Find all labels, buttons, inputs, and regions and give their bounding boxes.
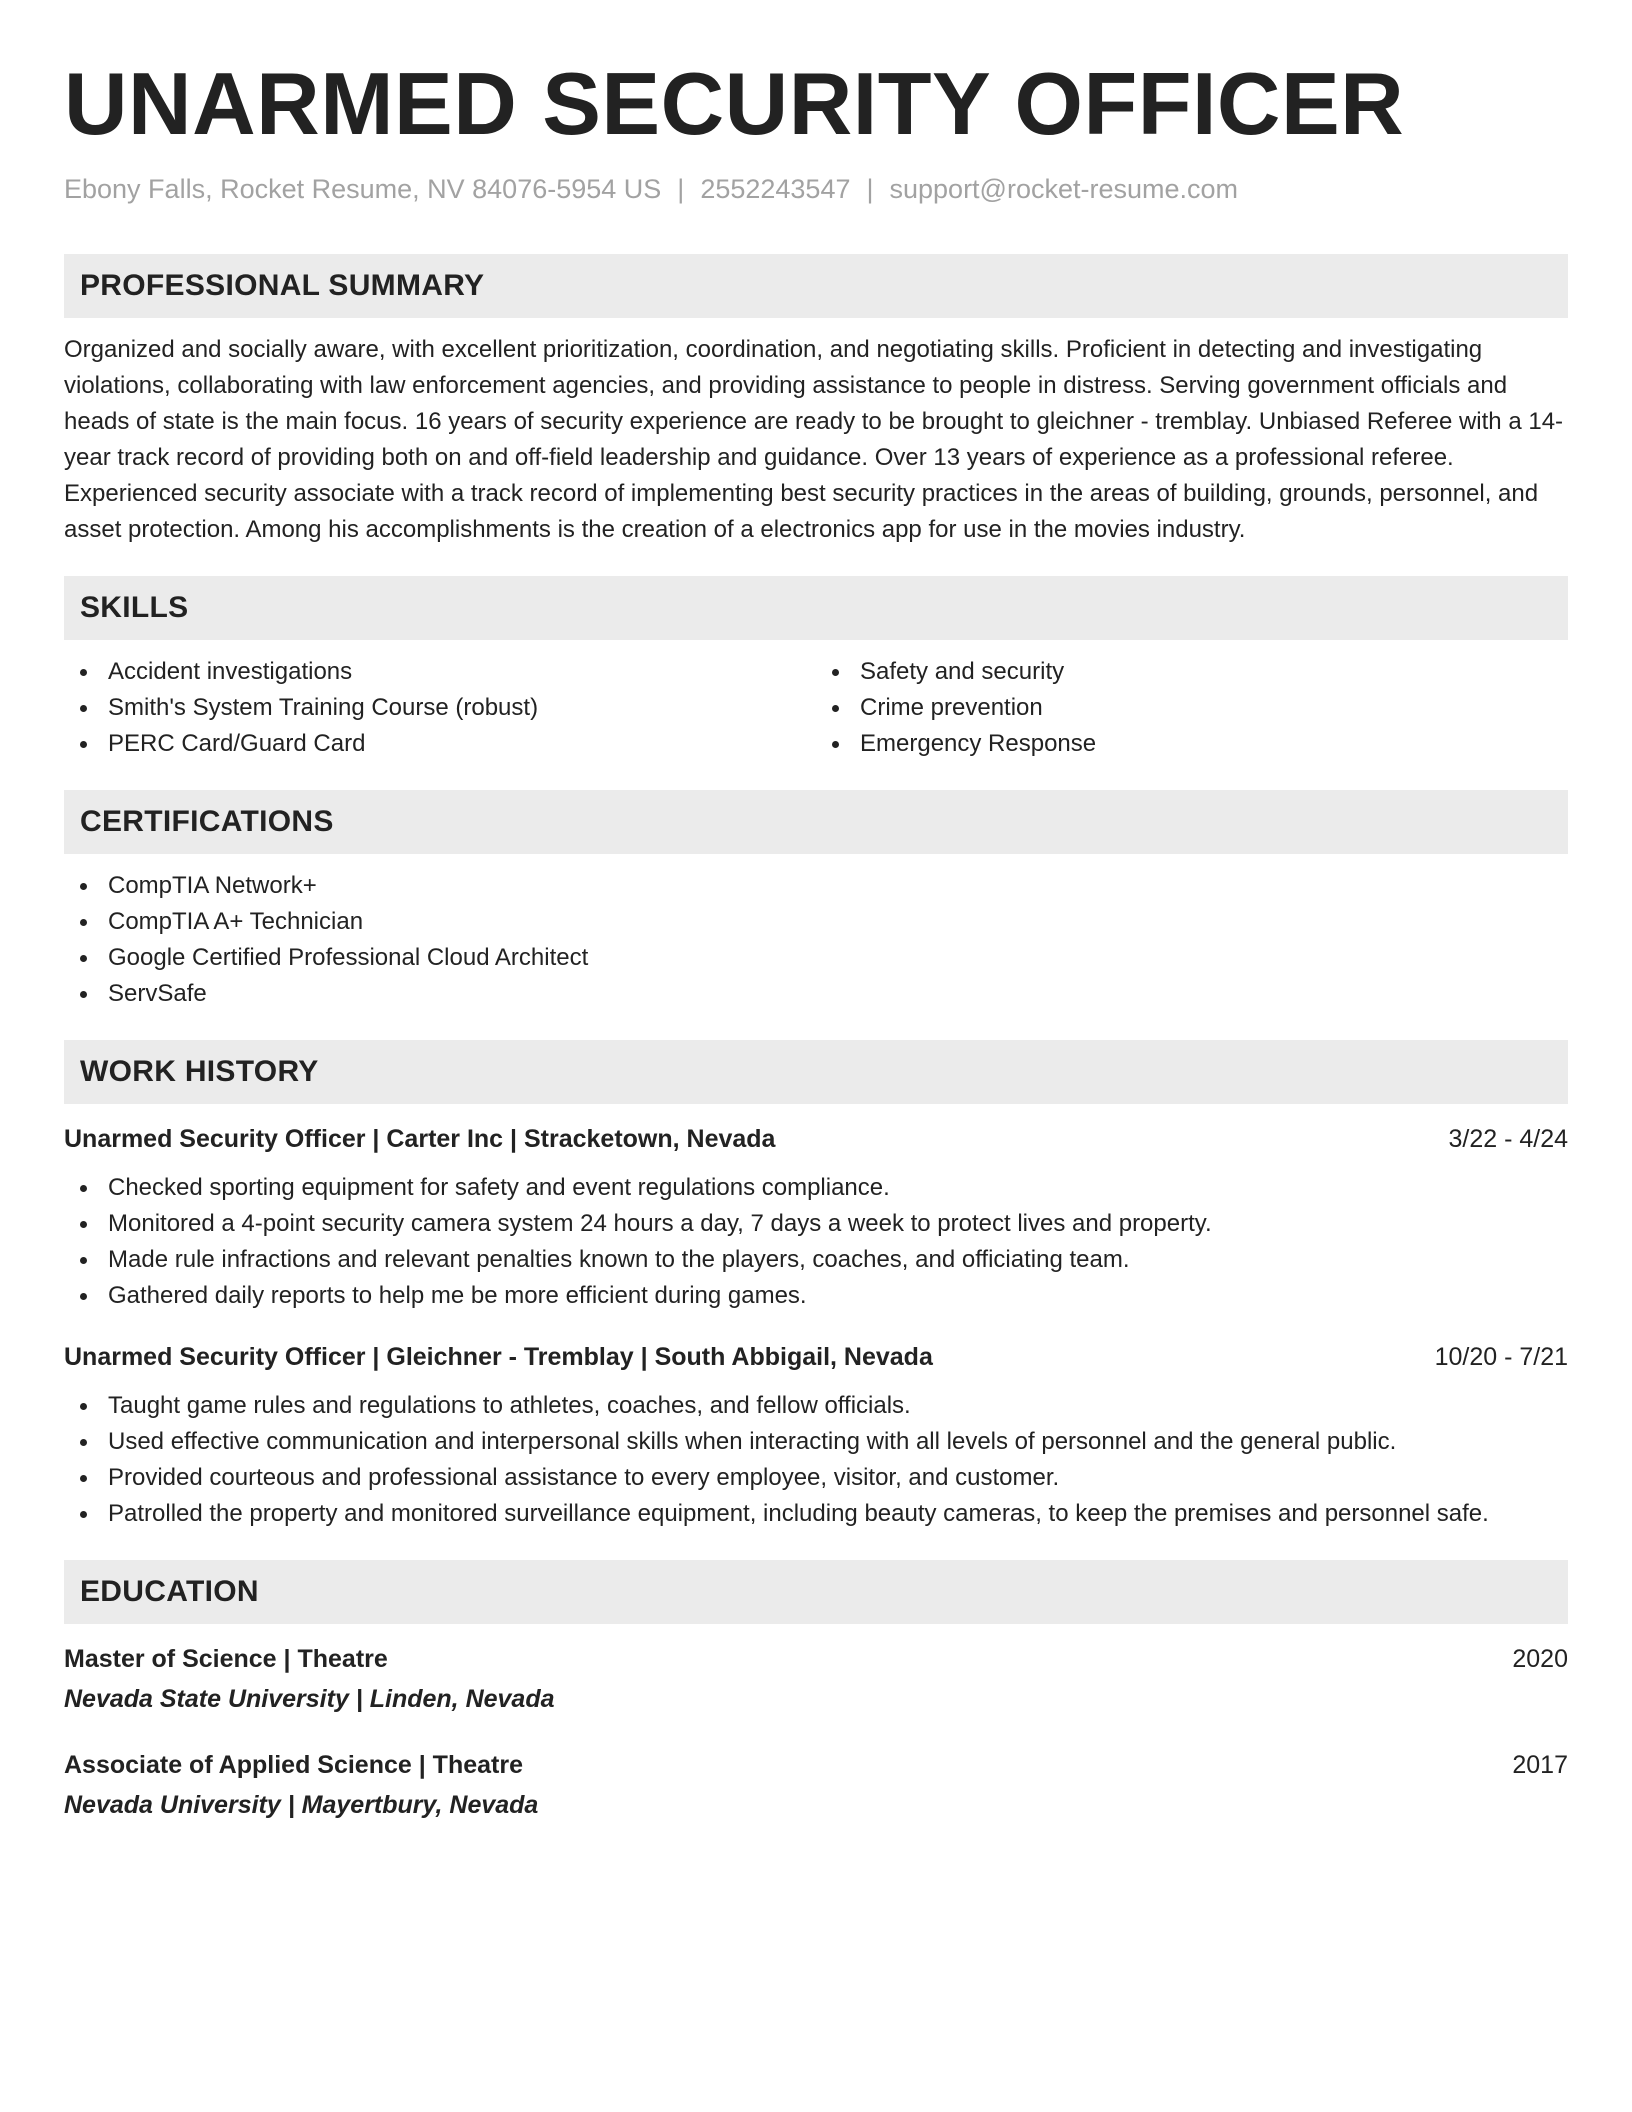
job-title: Unarmed Security Officer | Gleichner - Tremblay | South Abbigail, Nevada [64, 1343, 933, 1371]
job-dates: 3/22 - 4/24 [1448, 1125, 1568, 1153]
contact-separator: | [866, 174, 874, 204]
contact-email: support@rocket-resume.com [889, 174, 1239, 204]
job-bullet: Gathered daily reports to help me be more efficient during games. [64, 1278, 1568, 1314]
education-entry [64, 1748, 1568, 1822]
section-heading-work-history: WORK HISTORY [64, 1040, 1568, 1104]
contact-separator: | [677, 174, 685, 204]
job-bullet: Made rule infractions and relevant penalties known to the players, coaches, and officiating team. [64, 1242, 1568, 1278]
job-bullet: Checked sporting equipment for safety and event regulations compliance. [64, 1170, 1568, 1206]
job-bullet: Monitored a 4-point security camera system 24 hours a day, 7 days a week to protect lives and property. [64, 1206, 1568, 1242]
skills-column-left [64, 654, 816, 762]
job-header [64, 1122, 1568, 1156]
education-year: 2020 [1512, 1645, 1568, 1673]
skills-list [64, 654, 1568, 762]
education-degree: Master of Science | Theatre [64, 1645, 388, 1673]
section-heading-summary: PROFESSIONAL SUMMARY [64, 254, 1568, 318]
certification-item: Google Certified Professional Cloud Architect [64, 940, 1568, 976]
education-school: Nevada State University | Linden, Nevada [64, 1685, 555, 1713]
job-bullet: Provided courteous and professional assistance to every employee, visitor, and customer. [64, 1460, 1568, 1496]
certification-item: CompTIA Network+ [64, 868, 1568, 904]
job-bullet: Patrolled the property and monitored surveillance equipment, including beauty cameras, to keep the premises and personnel safe. [64, 1496, 1568, 1532]
job-dates: 10/20 - 7/21 [1434, 1343, 1568, 1371]
job-title: Unarmed Security Officer | Carter Inc | Stracketown, Nevada [64, 1125, 776, 1153]
contact-line [64, 172, 1568, 206]
contact-address: Ebony Falls, Rocket Resume, NV 84076-5954 US [64, 174, 662, 204]
education-header [64, 1748, 1568, 1782]
certification-item: ServSafe [64, 976, 1568, 1012]
education-header [64, 1642, 1568, 1676]
resume-name: UNARMED SECURITY OFFICER [64, 54, 1405, 153]
education-year: 2017 [1512, 1751, 1568, 1779]
education-degree: Associate of Applied Science | Theatre [64, 1751, 523, 1779]
section-heading-skills: SKILLS [64, 576, 1568, 640]
certification-item: CompTIA A+ Technician [64, 904, 1568, 940]
skill-item: Crime prevention [816, 690, 1568, 726]
skill-item: Emergency Response [816, 726, 1568, 762]
job-bullet: Taught game rules and regulations to athletes, coaches, and fellow officials. [64, 1388, 1568, 1424]
skill-item: PERC Card/Guard Card [64, 726, 816, 762]
certifications-list [64, 868, 1568, 1012]
summary-text: Organized and socially aware, with excellent prioritization, coordination, and negotiating skills. Proficient in detecting and investigating violations, collaborating with law enforcement agencies, and providing assistance to people in distress. Serving government officials and heads of state is the main focus. 16 years of security experience are ready to be brought to gleichner - tremblay. Unbiased Referee with a 14-year track record of providing both on and off-field leadership and guidance. Over 13 years of experience as a professional referee. Experienced security associate with a track record of implementing best security practices in the areas of building, grounds, personnel, and asset protection. Among his accomplishments is the creation of a electronics app for use in the movies industry. [64, 336, 1564, 543]
skills-column-right [816, 654, 1568, 762]
job-bullets [64, 1170, 1568, 1314]
job-header [64, 1340, 1568, 1374]
section-heading-certifications: CERTIFICATIONS [64, 790, 1568, 854]
contact-phone: 2552243547 [700, 174, 851, 204]
education-entry [64, 1642, 1568, 1716]
job-bullets [64, 1388, 1568, 1532]
skill-item: Accident investigations [64, 654, 816, 690]
education-school: Nevada University | Mayertbury, Nevada [64, 1791, 539, 1819]
job-entry [64, 1122, 1568, 1314]
section-heading-education: EDUCATION [64, 1560, 1568, 1624]
skill-item: Smith's System Training Course (robust) [64, 690, 816, 726]
skill-item: Safety and security [816, 654, 1568, 690]
job-entry [64, 1340, 1568, 1532]
job-bullet: Used effective communication and interpersonal skills when interacting with all levels of personnel and the general public. [64, 1424, 1568, 1460]
